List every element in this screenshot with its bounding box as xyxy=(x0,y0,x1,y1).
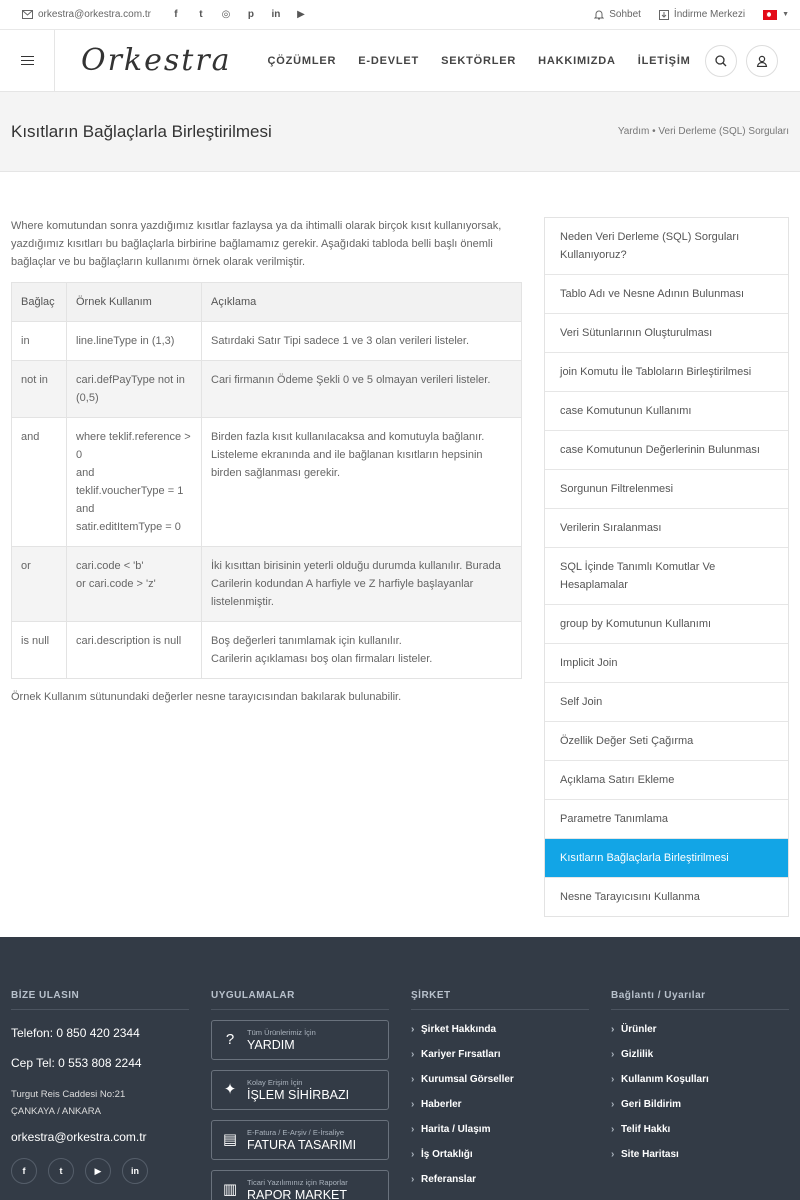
twitter-icon[interactable]: t xyxy=(48,1158,74,1184)
footer-link[interactable]: › Site Haritası xyxy=(611,1149,789,1160)
table-row xyxy=(12,547,522,622)
table-cell: not in xyxy=(12,361,67,418)
table-cell: or xyxy=(12,547,67,622)
language-selector[interactable] xyxy=(763,10,789,20)
app-subtitle: Tüm Ürünlerimiz İçin xyxy=(247,1028,316,1037)
conjunction-table xyxy=(11,282,522,679)
nav-e-devlet[interactable]: E-DEVLET xyxy=(358,54,420,67)
sidebar-item[interactable]: join Komutu İle Tabloların Birleştirilmesi xyxy=(545,353,788,392)
email-link[interactable] xyxy=(22,9,151,20)
footer-link[interactable]: › Geri Bildirim xyxy=(611,1099,789,1110)
address-line: ÇANKAYA / ANKARA xyxy=(11,1106,101,1117)
search-icon xyxy=(715,55,727,67)
youtube-icon[interactable]: ▶ xyxy=(297,9,305,20)
page-title: Kısıtların Bağlaçlarla Birleştirilmesi xyxy=(11,121,272,141)
footer-app-button[interactable] xyxy=(211,1170,389,1200)
footer-link[interactable]: › Kariyer Fırsatları xyxy=(411,1049,589,1060)
chat-label: Sohbet xyxy=(609,9,641,20)
footer-link[interactable]: › Referanslar xyxy=(411,1174,589,1185)
nav-iletisim[interactable]: İLETİŞİM xyxy=(637,54,691,67)
breadcrumb-separator: • xyxy=(652,126,656,137)
sidebar-item[interactable]: Özellik Değer Seti Çağırma xyxy=(545,722,788,761)
download-center-label: İndirme Merkezi xyxy=(673,9,746,20)
table-header-row xyxy=(12,283,522,322)
table-cell: Birden fazla kısıt kullanılacaksa and komutuyla bağlanır. Listeleme ekranında and ile bağlanan kısıtların hepsinin birden sağlanması gerekir. xyxy=(202,418,522,547)
footer-links xyxy=(611,990,789,1160)
footer-address xyxy=(11,1086,189,1120)
sidebar-item[interactable]: Neden Veri Derleme (SQL) Sorguları Kullanıyoruz? xyxy=(545,218,788,275)
sidebar-item[interactable]: Parametre Tanımlama xyxy=(545,800,788,839)
table-cell: Cari firmanın Ödeme Şekli 0 ve 5 olmayan verileri listeler. xyxy=(202,361,522,418)
envelope-icon xyxy=(22,10,33,19)
bell-icon xyxy=(594,9,604,20)
hamburger-icon xyxy=(21,60,34,62)
app-title: RAPOR MARKET xyxy=(247,1188,348,1200)
app-icon: ✦ xyxy=(223,1081,237,1098)
footer-app-button[interactable] xyxy=(211,1020,389,1060)
sidebar-item[interactable]: Sorgunun Filtrelenmesi xyxy=(545,470,788,509)
page-title-bar xyxy=(0,92,800,172)
table-cell: line.lineType in (1,3) xyxy=(67,322,202,361)
table-cell: Boş değerleri tanımlamak için kullanılır. Carilerin açıklaması boş olan firmaları listeler. xyxy=(202,622,522,679)
table-cell: İki kısıttan birisinin yeterli olduğu durumda kullanılır. Burada Carilerin kodundan A harfiyle ve Z harfiyle başlayanlar listelenmiştir. xyxy=(202,547,522,622)
table-header: Örnek Kullanım xyxy=(67,283,202,322)
user-button[interactable] xyxy=(746,45,778,77)
search-button[interactable] xyxy=(705,45,737,77)
main-header xyxy=(0,30,800,92)
footer-phone[interactable]: Telefon: 0 850 420 2344 xyxy=(11,1026,140,1040)
sidebar-item[interactable]: Açıklama Satırı Ekleme xyxy=(545,761,788,800)
footer-email[interactable]: orkestra@orkestra.com.tr xyxy=(11,1130,147,1144)
app-icon: ? xyxy=(225,1031,235,1048)
table-row xyxy=(12,361,522,418)
app-icon: ▥ xyxy=(222,1181,238,1198)
content-area xyxy=(0,172,800,937)
footer-link[interactable]: › Kullanım Koşulları xyxy=(611,1074,789,1085)
sidebar-item[interactable]: case Komutunun Kullanımı xyxy=(545,392,788,431)
email-text: orkestra@orkestra.com.tr xyxy=(38,9,151,20)
menu-button[interactable] xyxy=(0,30,55,92)
nav-hakkimizda[interactable]: HAKKIMIZDA xyxy=(538,54,616,67)
facebook-icon[interactable]: f xyxy=(174,9,178,20)
breadcrumb-home[interactable]: Yardım xyxy=(617,126,650,137)
table-cell: Satırdaki Satır Tipi sadece 1 ve 3 olan verileri listeler. xyxy=(202,322,522,361)
sidebar-item[interactable]: Tablo Adı ve Nesne Adının Bulunması xyxy=(545,275,788,314)
app-title: YARDIM xyxy=(247,1038,295,1052)
footer-heading: BİZE ULASIN xyxy=(11,990,189,1010)
footer-link[interactable]: › Telif Hakkı xyxy=(611,1124,789,1135)
pinterest-icon[interactable]: p xyxy=(247,9,255,20)
download-center-link[interactable] xyxy=(659,9,745,20)
chat-link[interactable] xyxy=(594,9,641,20)
sidebar-menu xyxy=(544,217,789,917)
app-title: İŞLEM SİHİRBAZI xyxy=(247,1088,350,1102)
app-subtitle: E-Fatura / E-Arşiv / E-İrsaliye xyxy=(247,1128,345,1137)
twitter-icon[interactable]: t xyxy=(199,9,203,20)
sidebar-item[interactable]: group by Komutunun Kullanımı xyxy=(545,605,788,644)
logo[interactable]: Orkestra xyxy=(81,43,232,78)
table-row xyxy=(12,622,522,679)
youtube-icon[interactable]: ▶ xyxy=(85,1158,111,1184)
sidebar-item[interactable]: case Komutunun Değerlerinin Bulunması xyxy=(545,431,788,470)
footer-app-button[interactable] xyxy=(211,1120,389,1160)
table-cell: where teklif.reference > 0 and teklif.voucherType = 1 and satir.editItemType = 0 xyxy=(67,418,202,547)
footer-apps xyxy=(211,990,389,1200)
sidebar-item[interactable]: Implicit Join xyxy=(545,644,788,683)
breadcrumb xyxy=(618,126,789,137)
top-bar xyxy=(0,0,800,30)
footer-app-button[interactable] xyxy=(211,1070,389,1110)
main-nav xyxy=(268,55,691,67)
intro-text: Where komutundan sonra yazdığımız kısıtlar fazlaysa ya da ihtimalli olarak birçok kısıt kullanıyorsak, yazdığımız kısıtları bu bağlaçlarla birbirine bağlamamız gerekir. Aşağıdaki tabloda belli başlı önemli bağlaçlar ve bu bağlaçların kullanımı örnek olarak verilmiştir. xyxy=(11,220,502,268)
facebook-icon[interactable]: f xyxy=(11,1158,37,1184)
table-cell: is null xyxy=(12,622,67,679)
footer xyxy=(0,937,800,1200)
table-cell: cari.code < 'b' or cari.code > 'z' xyxy=(67,547,202,622)
footer-mobile[interactable]: Cep Tel: 0 553 808 2244 xyxy=(11,1056,142,1070)
sidebar-item[interactable]: Veri Sütunlarının Oluşturulması xyxy=(545,314,788,353)
footer-heading: UYGULAMALAR xyxy=(211,990,389,1010)
turkey-flag-icon xyxy=(763,10,777,20)
footer-social xyxy=(11,1158,189,1184)
breadcrumb-current[interactable]: Veri Derleme (SQL) Sorguları xyxy=(658,126,789,137)
table-row xyxy=(12,322,522,361)
table-header: Açıklama xyxy=(202,283,522,322)
address-line: Turgut Reis Caddesi No:21 xyxy=(11,1089,126,1100)
table-header: Bağlaç xyxy=(12,283,67,322)
download-icon xyxy=(659,10,669,20)
note-text: Örnek Kullanım sütunundaki değerler nesne tarayıcısından bakılarak bulunabilir. xyxy=(11,691,402,703)
sidebar-item[interactable]: Verilerin Sıralanması xyxy=(545,509,788,548)
footer-link[interactable]: › › Ürünler xyxy=(611,1024,789,1035)
sidebar-item[interactable]: Kısıtların Bağlaçlarla Birleştirilmesi xyxy=(545,839,788,878)
table-row xyxy=(12,418,522,547)
nav-cozumler[interactable]: ÇÖZÜMLER xyxy=(267,54,337,67)
footer-link[interactable]: › Harita / Ulaşım xyxy=(411,1124,589,1135)
sidebar-item[interactable]: Nesne Tarayıcısını Kullanma xyxy=(560,891,700,903)
footer-link[interactable]: › › Şirket Hakkında xyxy=(411,1024,589,1035)
user-icon xyxy=(756,55,768,67)
table-cell: and xyxy=(12,418,67,547)
nav-sektorler[interactable]: SEKTÖRLER xyxy=(441,54,517,67)
app-subtitle: Kolay Erişim İçin xyxy=(247,1078,303,1087)
table-cell: cari.defPayType not in (0,5) xyxy=(67,361,202,418)
social-links xyxy=(171,9,306,20)
article xyxy=(11,217,522,703)
sidebar-item[interactable]: SQL İçinde Tanımlı Komutlar Ve Hesaplamalar xyxy=(545,548,788,605)
linkedin-icon[interactable]: in xyxy=(271,9,281,20)
chevron-down-icon: ▼ xyxy=(782,11,789,18)
table-cell: cari.description is null xyxy=(67,622,202,679)
footer-link[interactable]: › Haberler xyxy=(411,1099,589,1110)
app-subtitle: Ticari Yazılımınız için Raporlar xyxy=(247,1178,348,1187)
footer-link[interactable]: › Kurumsal Görseller xyxy=(411,1074,589,1085)
table-cell: in xyxy=(12,322,67,361)
app-title: FATURA TASARIMI xyxy=(247,1138,357,1152)
linkedin-icon[interactable]: in xyxy=(122,1158,148,1184)
footer-company xyxy=(411,990,589,1185)
footer-heading: Bağlantı / Uyarılar xyxy=(611,990,789,1010)
instagram-icon[interactable]: ◎ xyxy=(221,9,231,20)
app-icon: ▤ xyxy=(222,1131,238,1148)
footer-link[interactable]: › İş Ortaklığı xyxy=(411,1149,589,1160)
sidebar-item[interactable]: Self Join xyxy=(545,683,788,722)
footer-link[interactable]: › Gizlilik xyxy=(611,1049,789,1060)
footer-heading: ŞİRKET xyxy=(411,990,589,1010)
footer-contact xyxy=(11,990,189,1184)
